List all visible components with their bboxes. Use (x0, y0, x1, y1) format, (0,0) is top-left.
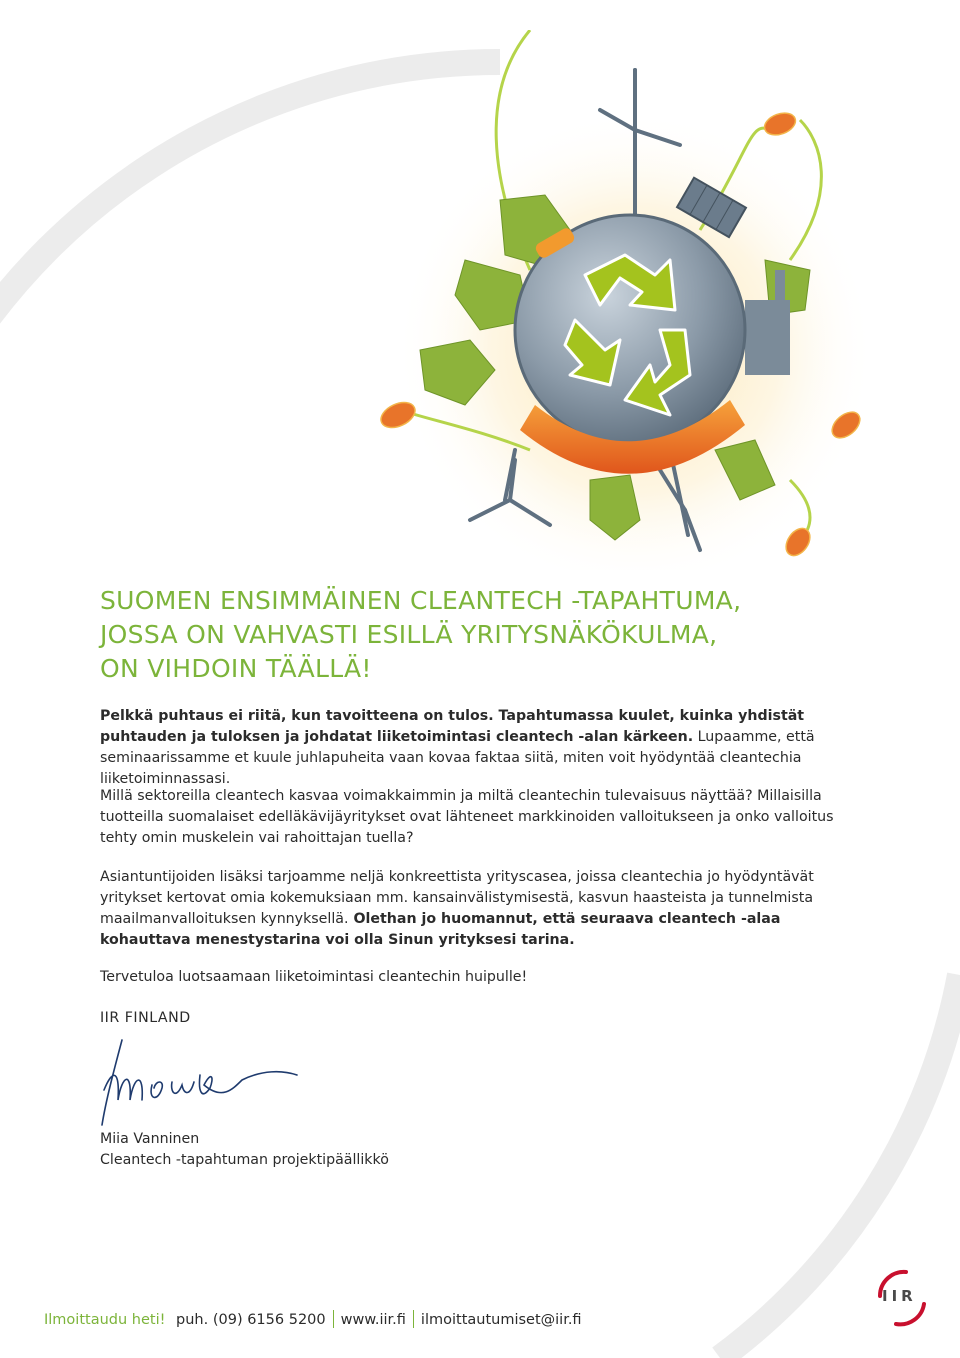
phone-number: puh. (09) 6156 5200 (176, 1312, 326, 1328)
intro-bold-text: Pelkkä puhtaus ei riitä, kun tavoitteena on tulos. Tapahtumassa kuulet, kuinka yhdistät puhtauden ja tuloksen ja johdatat liiketoimintasi cleantech -alan kärkeen. (100, 708, 805, 745)
handwritten-signature (92, 1030, 302, 1130)
footer-divider (333, 1310, 334, 1328)
headline-line-1: SUOMEN ENSIMMÄINEN CLEANTECH -TAPAHTUMA, (100, 586, 742, 615)
email-link[interactable]: ilmoittautumiset@iir.fi (420, 1312, 582, 1328)
footer-contact-bar (44, 1310, 582, 1334)
headline-line-3: ON VIHDOIN TÄÄLLÄ! (100, 654, 372, 683)
website-link[interactable]: www.iir.fi (340, 1312, 406, 1328)
intro-regular-text: Lupaamme, että seminaarissamme et kuule juhlapuheita vaan kovaa faktaa siitä, miten voit hyödyntää cleantechia liiketoiminnassasi. (100, 729, 815, 787)
intro-paragraph (100, 706, 870, 790)
footer-divider (413, 1310, 414, 1328)
cases-regular-text: Asiantuntijoiden lisäksi tarjoamme neljä konkreettista yrityscasea, joissa cleantechia jo hyödyntävät yritykset kertovat omia kokemuksiaan mm. kansainvälistymisestä, kasvun haasteista ja tunnelmista maailmanvalloituksen kynnyksellä. (100, 869, 814, 927)
questions-paragraph: Millä sektoreilla cleantech kasvaa voimakkaimmin ja miltä cleantechin tulevaisuus näyttää? Millaisilla tuotteilla suomalaiset edelläkävijäyritykset ovat lähteneet markkinoiden valloitukseen ja onko valloitus tehty omin muskelein vai rahoittajan tuella? (100, 788, 834, 846)
leaf-orange-2 (762, 109, 799, 139)
cases-bold-text: Olethan jo huomannut, että seuraava cleantech -alaa kohauttava menestystarina voi olla Sinun yrityksesi tarina. (100, 911, 781, 948)
cases-paragraph (100, 867, 870, 951)
signer-name: Miia Vanninen (100, 1131, 200, 1147)
welcome-paragraph: Tervetuloa luotsaamaan liiketoimintasi cleantechin huipulle! (100, 969, 528, 985)
signer-title: Cleantech -tapahtuman projektipäällikkö (100, 1152, 389, 1168)
iir-logo-text: IIR (882, 1287, 917, 1305)
register-cta[interactable]: Ilmoittaudu heti! (44, 1312, 166, 1328)
organization-name: IIR FINLAND (100, 1010, 191, 1026)
headline-line-2: JOSSA ON VAHVASTI ESILLÄ YRITYSNÄKÖKULMA, (100, 620, 718, 649)
cleantech-globe-illustration (370, 30, 890, 570)
headline (100, 584, 860, 686)
